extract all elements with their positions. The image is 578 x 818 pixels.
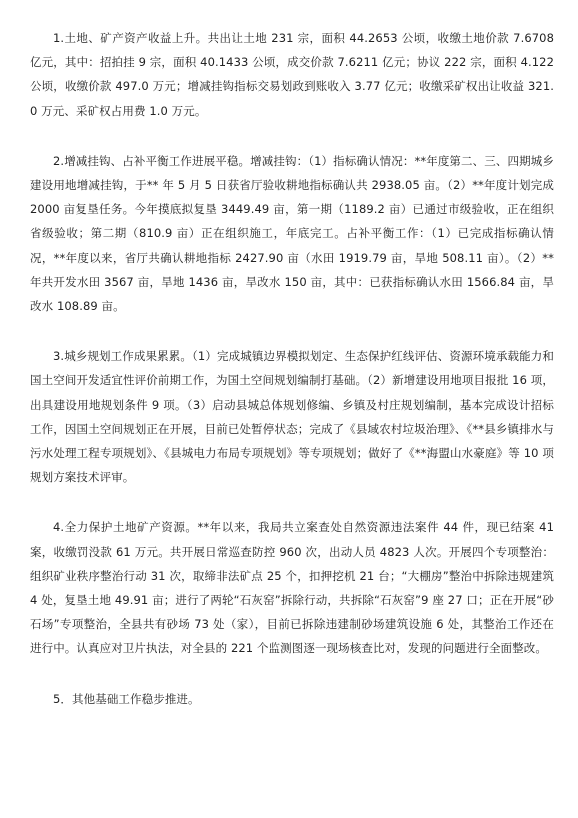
paragraph-resource-protection: 4.全力保护土地矿产资源。**年以来，我局共立案查处自然资源违法案件 44 件，现已结案 41 案，收缴罚没款 61 万元。共开展日常巡查防控 960 次，出动人员 4823 人次。开展四个专项整治：组织矿业秩序整治行动 31 次，取缔非法矿点 25 个，扣押挖机 21 台；“大棚房”整治中拆除违规建筑 4 处，复垦土地 49.91 亩；进行了两轮“石灰窑”拆除行动，共拆除“石灰窑”9 座 27 口；正在开展“砂石场”专项整治，全县共有砂场 73 处（家），目前已拆除违建制砂场建筑设施 6 处，其整治工作还在进行中。认真应对卫片执法，对全县的 221 个监测图逐一现场核查比对，发现的问题进行全面整改。 (30, 520, 554, 656)
document-body (30, 26, 554, 711)
paragraph-other-work: 5．其他基础工作稳步推进。 (53, 691, 200, 706)
paragraph-land-balance-progress: 2.增减挂钩、占补平衡工作进展平稳。增减挂钩：（1）指标确认情况：**年度第二、三、四期城乡建设用地增减挂钩，于** 年 5 月 5 日获省厅验收耕地指标确认共 2938.05 亩。（2）**年度计划完成 2000 亩复垦任务。今年摸底拟复垦 3449.49 亩，第一期（1189.2 亩）已通过市级验收，正在组织省级验收；第二期（810.9 亩）正在组织施工，年底完工。占补平衡工作：（1）已完成指标确认情况，**年度以来，省厅共确认耕地指标 2427.90 亩（水田 1919.79 亩，旱地 508.11 亩）。（2）**年共开发水田 3567 亩，旱地 1436 亩，旱改水 150 亩，其中：已获指标确认水田 1566.84 亩，旱改水 108.89 亩。 (30, 153, 554, 314)
paragraph-land-mineral-revenue: 1.土地、矿产资产收益上升。共出让土地 231 宗，面积 44.2653 公顷，收缴土地价款 7.6708 亿元，其中：招拍挂 9 宗，面积 40.1433 公顷，成交价款 7.6211 亿元；协议 222 宗，面积 4.122 公顷，收缴价款 497.0 万元；增减挂钩指标交易划政到账收入 3.77 亿元；收缴采矿权出让收益 321.0 万元、采矿权占用费 1.0 万元。 (30, 31, 554, 118)
paragraph-urban-rural-planning: 3.城乡规划工作成果累累。（1）完成城镇边界模拟划定、生态保护红线评估、资源环境承载能力和国土空间开发适宜性评价前期工作，为国土空间规划编制打基础。（2）新增建设用地项目报批 16 项，出具建设用地规划条件 9 项。（3）启动县城总体规划修编、乡镇及村庄规划编制，基本完成设计招标工作，因国土空间规划正在开展，目前已处暂停状态；完成了《县域农村垃圾治理》、《**县乡镇排水与污水处理工程专项规划》、《县城电力布局专项规划》等专项规划；做好了《**海盟山水豪庭》等 10 项规划方案技术评审。 (30, 349, 554, 485)
